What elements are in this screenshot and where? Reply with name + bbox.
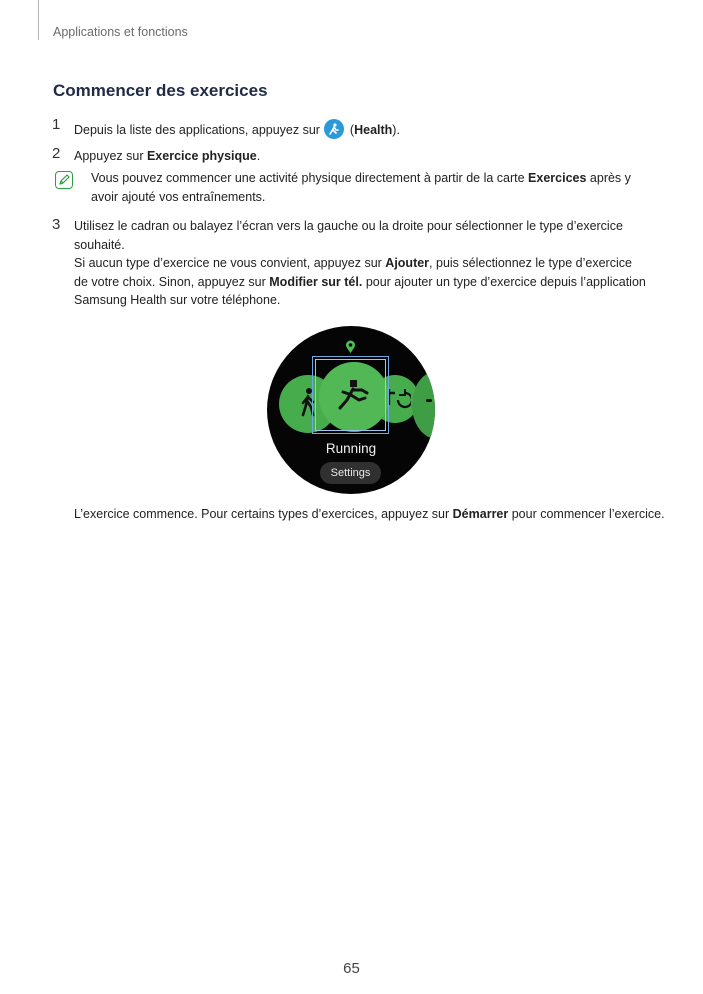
page-number: 65 [343,960,360,977]
selection-highlight-inner [315,359,386,431]
step-2-bold-exercice: Exercice physique [146,149,257,163]
step-3-line-2 [74,254,649,310]
partial-exercise-icon [426,399,432,402]
step-3-suffix: pour ajouter un type d’exercice depuis l’application Samsung Health sur votre téléphone. [74,274,646,307]
step-1-paren-close: ). [392,123,400,137]
step-number-2: 2 [52,145,61,162]
exercise-label: Running [325,441,377,456]
location-pin-icon [345,340,356,354]
watch-screen [267,326,435,494]
step-2-text [74,147,659,166]
caption-prefix: L’exercice commence. Pour certains types d’exercices, appuyez sur [74,507,453,521]
note-prefix: Vous pouvez commencer une activité physique directement à partir de la carte [91,171,529,185]
step-1-text [74,119,659,140]
step-1-bold-health: Health [354,123,393,137]
step-1-paren-open: ( [346,123,355,137]
step-3-text [74,217,649,310]
step-2-suffix: . [256,149,261,163]
step-2-prefix: Appuyez sur [74,149,147,163]
figure-caption [74,507,665,521]
note-text [91,169,659,206]
settings-button[interactable]: Settings [320,462,381,484]
page-margin-rule [38,0,39,40]
step-3-prefix: Si aucun type d’exercice ne vous convient, appuyez sur [74,256,386,270]
caption-suffix: pour commencer l’exercice. [508,507,665,521]
step-3-bold-ajouter: Ajouter [385,256,430,270]
note-bold-exercices: Exercices [528,171,587,185]
step-number-1: 1 [52,116,61,133]
step-3-middle: , puis sélectionnez le type d’exercice de votre choix. Sinon, appuyez sur [74,256,632,289]
note-suffix: après y avoir ajouté vos entraînements. [91,171,631,204]
step-number-3: 3 [52,216,61,233]
step-1-prefix: Depuis la liste des applications, appuyez sur [74,123,324,137]
exercise-next-circle[interactable] [412,371,435,439]
step-3-bold-modifier: Modifier sur tél. [269,274,363,289]
step-3-line-1: Utilisez le cadran ou balayez l’écran vers la gauche ou la droite pour sélectionner le type d’exercice souhaité. [74,219,623,252]
caption-bold-demarrer: Démarrer [452,507,509,521]
note-icon [55,171,73,189]
section-title: Commencer des exercices [53,81,268,100]
running-header: Applications et fonctions [53,25,188,39]
samsung-health-app-icon [324,119,344,139]
